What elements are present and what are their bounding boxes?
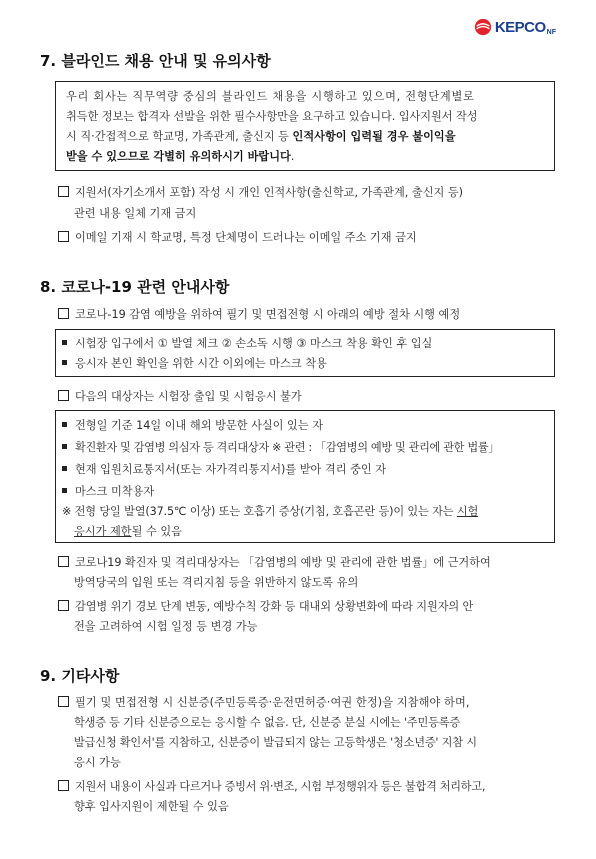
s8-check-item-4: 감염병 위기 경보 단계 변동, 예방수칙 강화 등 대내외 상황변화에 따라 지원자의 안 xyxy=(58,598,473,614)
checkbox-icon xyxy=(58,186,69,197)
checkbox-icon xyxy=(58,308,69,319)
bullet-icon xyxy=(62,340,67,345)
s8-check-item-3: 코로나19 확진자 및 격리대상자는 「감염병의 예방 및 관리에 관한 법률」에 근거하여 xyxy=(58,554,491,570)
s9-check-item-2-cont: 향후 입사지원이 제한될 수 있음 xyxy=(74,800,229,813)
section-9-heading: 9. 기타사항 xyxy=(40,667,120,685)
checkbox-icon xyxy=(58,696,69,707)
notice-line-1: 우리 회사는 직무역량 중심의 블라인드 채용을 시행하고 있으며, 전형단계별로 xyxy=(66,90,475,103)
restricted-item-2: 확진환자 및 감염병 의심자 등 격리대상자 ※ 관련 : 「감염병의 예방 및 관리에 관한 법률」 xyxy=(62,439,499,455)
s9-check-item-1-line-4: 응시 가능 xyxy=(74,756,121,769)
restricted-item-3: 현재 입원치료통지서(또는 자가격리통지서)를 받아 격리 중인 자 xyxy=(62,461,386,477)
s8-check-item-4-cont: 전을 고려하여 시험 일정 등 변경 가능 xyxy=(74,620,258,633)
bullet-icon xyxy=(62,444,67,449)
restricted-item-1: 전형일 기준 14일 이내 해외 방문한 사실이 있는 자 xyxy=(62,417,323,433)
s9-check-item-1-line-2: 학생증 등 기타 신분증으로는 응시할 수 없음. 단, 신분증 분실 시에는 '주민등록증 xyxy=(74,716,460,729)
bullet-icon xyxy=(62,360,67,365)
s8-check-item-1: 코로나-19 감염 예방을 위하여 필기 및 면접전형 시 아래의 예방 절차 시행 예정 xyxy=(58,306,460,322)
bullet-icon xyxy=(62,488,67,493)
checkbox-icon xyxy=(58,780,69,791)
s7-check-item-2: 이메일 기재 시 학교명, 특정 단체명이 드러나는 이메일 주소 기재 금지 xyxy=(58,229,417,245)
section-8-heading: 8. 코로나-19 관련 안내사항 xyxy=(40,278,230,296)
s8-check-item-3-cont: 방역당국의 입원 또는 격리지침 등을 위반하지 않도록 유의 xyxy=(74,576,359,589)
prevention-step-1: 시험장 입구에서 ① 발열 체크 ② 손소독 시행 ③ 마스크 착용 확인 후 입실 xyxy=(62,335,432,351)
checkbox-icon xyxy=(58,556,69,567)
s7-check-item-1-cont: 관련 내용 일체 기재 금지 xyxy=(74,207,197,220)
bullet-icon xyxy=(62,422,67,427)
s7-check-item-1: 지원서(자기소개서 포함) 작성 시 개인 인적사항(출신학교, 가족관계, 출신지 등) xyxy=(58,184,463,200)
notice-line-3: 시 직·간접적으로 학교명, 가족관계, 출신지 등 인적사항이 입력될 경우 불이익을 xyxy=(66,130,456,143)
kepco-logo-mark-icon xyxy=(474,18,492,36)
section-7-heading: 7. 블라인드 채용 안내 및 유의사항 xyxy=(40,52,271,70)
logo-subtext: NF xyxy=(546,28,556,36)
notice-line-4: 받을 수 있으므로 각별히 유의하시기 바랍니다. xyxy=(66,150,295,163)
checkbox-icon xyxy=(58,390,69,401)
s9-check-item-2: 지원서 내용이 사실과 다르거나 증빙서 위·변조, 시험 부정행위자 등은 불합격 처리하고, xyxy=(58,778,485,794)
s8-check-item-2: 다음의 대상자는 시험장 출입 및 시험응시 불가 xyxy=(58,388,302,404)
checkbox-icon xyxy=(58,231,69,242)
restricted-item-4: 마스크 미착용자 xyxy=(62,483,154,499)
kepco-nf-logo xyxy=(474,18,556,36)
s9-check-item-1: 필기 및 면접전형 시 신분증(주민등록증·운전면허증·여권 한정)을 지참해야 하며, xyxy=(58,694,470,710)
bullet-icon xyxy=(62,466,67,471)
notice-line-2: 취득한 정보는 합격자 선발을 위한 필수사항만을 요구하고 있습니다. 입사지원서 작성 xyxy=(66,110,478,123)
checkbox-icon xyxy=(58,600,69,611)
fever-note: ※ 전형 당일 발열(37.5℃ 이상) 또는 호흡기 증상(기침, 호흡곤란 등)이 있는 자는 시험 xyxy=(62,505,479,518)
prevention-step-2: 응시자 본인 확인을 위한 시간 이외에는 마스크 착용 xyxy=(62,355,327,371)
s9-check-item-1-line-3: 발급신청 확인서'를 지참하고, 신분증이 발급되지 않는 고등학생은 '청소년증' 지참 시 xyxy=(74,736,477,749)
fever-note-cont: 응시가 제한될 수 있음 xyxy=(74,525,182,538)
logo-text: KEPCO xyxy=(494,18,546,36)
